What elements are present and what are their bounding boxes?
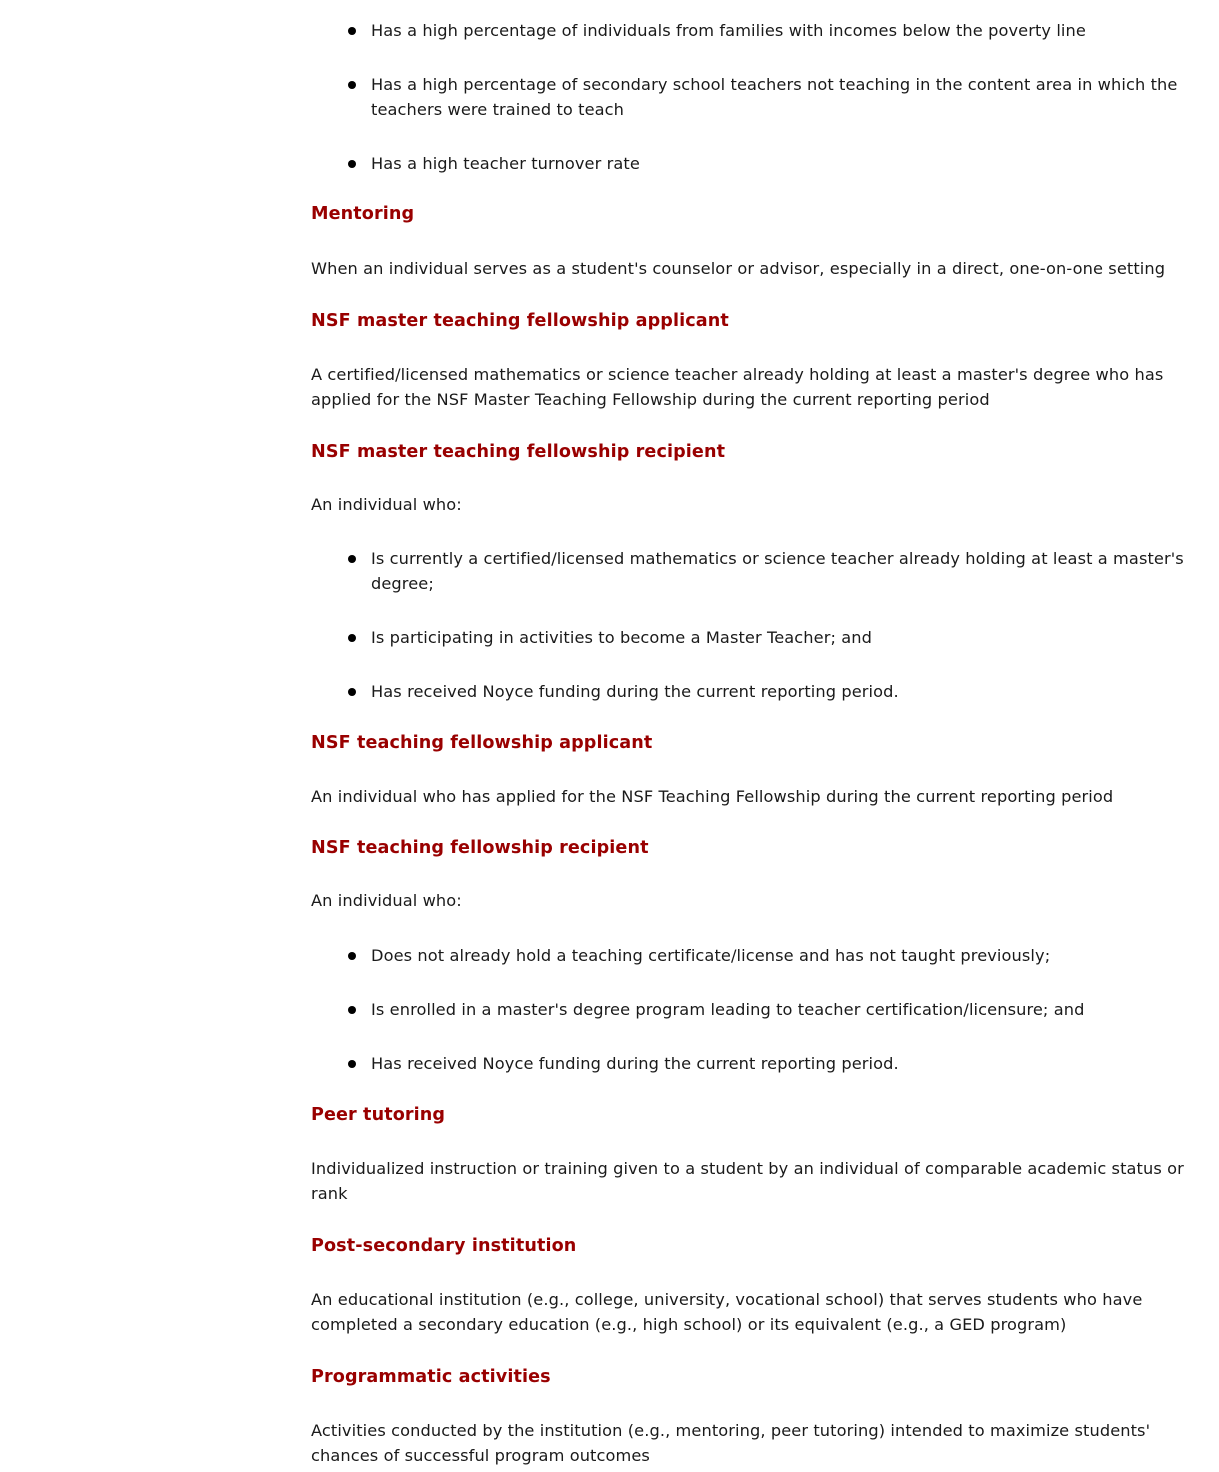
bullet-icon <box>348 160 356 168</box>
list-item <box>311 1051 1201 1076</box>
bullet-icon <box>348 952 356 960</box>
list-item-text: Has a high percentage of secondary school teachers not teaching in the content area in which the teachers were trained to teach <box>371 75 1178 119</box>
list-item-text: Is participating in activities to become a Master Teacher; and <box>371 628 873 647</box>
list-item <box>311 18 1201 43</box>
term-definition-nsf-master-applicant: A certified/licensed mathematics or science teacher already holding at least a master's degree who has applied for the NSF Master Teaching Fellowship during the current reporting period <box>311 365 1164 409</box>
term-definition-peer-tutoring: Individualized instruction or training given to a student by an individual of comparable academic status or rank <box>311 1159 1184 1203</box>
list-item-text: Is enrolled in a master's degree program leading to teacher certification/licensure; and <box>371 1000 1085 1019</box>
bullet-icon <box>348 81 356 89</box>
list-item <box>311 943 1201 968</box>
term-heading-post-secondary: Post-secondary institution <box>311 1236 577 1256</box>
term-definition-nsf-applicant: An individual who has applied for the NSF Teaching Fellowship during the current reporting period <box>311 787 1114 806</box>
term-heading-nsf-master-applicant: NSF master teaching fellowship applicant <box>311 311 729 331</box>
list-item <box>311 997 1201 1022</box>
bullet-icon <box>348 27 356 35</box>
list-item-text: Is currently a certified/licensed mathematics or science teacher already holding at least a master's degree; <box>371 549 1184 593</box>
term-heading-nsf-applicant: NSF teaching fellowship applicant <box>311 733 653 753</box>
term-intro-nsf-recipient: An individual who: <box>311 891 462 910</box>
list-item-text: Has received Noyce funding during the current reporting period. <box>371 682 899 701</box>
term-definition-programmatic: Activities conducted by the institution (e.g., mentoring, peer tutoring) intended to maximize students' chances of successful program outcomes <box>311 1421 1151 1465</box>
list-item <box>311 546 1201 596</box>
list-item <box>311 625 1201 650</box>
nsf-recipient-criteria <box>311 943 1201 1076</box>
bullet-icon <box>348 555 356 563</box>
bullet-icon <box>348 634 356 642</box>
list-item <box>311 72 1201 122</box>
list-item-text: Has a high percentage of individuals from families with incomes below the poverty line <box>371 21 1086 40</box>
term-heading-mentoring: Mentoring <box>311 204 415 224</box>
list-item-text: Has received Noyce funding during the current reporting period. <box>371 1054 899 1073</box>
criteria-list <box>311 18 1201 176</box>
bullet-icon <box>348 1060 356 1068</box>
term-intro-nsf-master-recipient: An individual who: <box>311 495 462 514</box>
term-heading-nsf-master-recipient: NSF master teaching fellowship recipient <box>311 442 726 462</box>
term-definition-post-secondary: An educational institution (e.g., college, university, vocational school) that serves students who have completed a secondary education (e.g., high school) or its equivalent (e.g., a GED program) <box>311 1290 1143 1334</box>
term-heading-nsf-recipient: NSF teaching fellowship recipient <box>311 838 649 858</box>
bullet-icon <box>348 688 356 696</box>
list-item <box>311 679 1201 704</box>
nsf-master-recipient-criteria <box>311 546 1201 704</box>
term-heading-peer-tutoring: Peer tutoring <box>311 1105 446 1125</box>
list-item-text: Has a high teacher turnover rate <box>371 154 640 173</box>
term-definition-mentoring: When an individual serves as a student's counselor or advisor, especially in a direct, one-on-one setting <box>311 259 1166 278</box>
glossary-content <box>311 0 1201 1468</box>
bullet-icon <box>348 1006 356 1014</box>
term-heading-programmatic: Programmatic activities <box>311 1367 551 1387</box>
list-item-text: Does not already hold a teaching certificate/license and has not taught previously; <box>371 946 1051 965</box>
list-item <box>311 151 1201 176</box>
